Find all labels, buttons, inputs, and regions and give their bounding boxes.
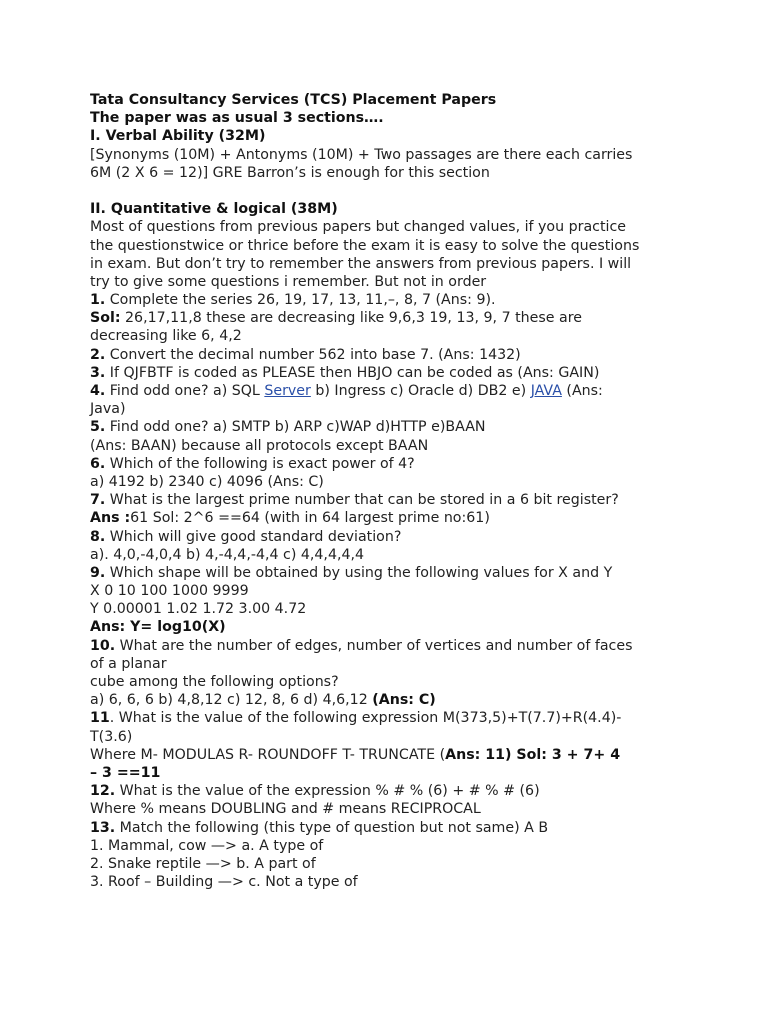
options-text: a) 6, 6, 6 b) 4,8,12 c) 12, 8, 6 d) 4,6,12 (90, 692, 373, 709)
section-text-line: in exam. But don’t try to remember the answers from previous papers. I will (90, 255, 632, 272)
question-number: 9. (90, 564, 106, 581)
question-continuation: of a planar (90, 655, 167, 672)
question-text: Which shape will be obtained by using the following values for X and Y (105, 564, 613, 581)
question-number: 7. (90, 492, 106, 509)
question-continuation: Java) (90, 401, 126, 418)
question-number: 1. (90, 292, 106, 309)
question-12 (90, 782, 690, 800)
question-text: What is the largest prime number that can be stored in a 6 bit register? (105, 492, 619, 509)
question-text: Which will give good standard deviation? (105, 528, 402, 545)
question-text: What are the number of edges, number of vertices and number of faces (115, 637, 633, 654)
section-text-line: Most of questions from previous papers but changed values, if you practice (90, 219, 626, 236)
document-page (90, 91, 690, 891)
match-item: 1. Mammal, cow —> a. A type of (90, 837, 324, 854)
question-2 (90, 346, 690, 364)
question-number: 2. (90, 346, 106, 363)
question-text: Find odd one? a) SQL (105, 383, 265, 399)
question-number: 11 (90, 710, 110, 727)
document-subtitle: The paper was as usual 3 sections…. (90, 110, 384, 127)
question-text: If QJFBTF is coded as PLEASE then HBJO can be coded as (Ans: GAIN) (105, 364, 600, 381)
solution-line (90, 309, 690, 327)
question-continuation: a). 4,0,-4,0,4 b) 4,-4,4,-4,4 c) 4,4,4,4,4 (90, 546, 365, 563)
question-text: (Ans: (561, 383, 603, 399)
question-11 (90, 709, 690, 727)
where-text: Where M- MODULAS R- ROUNDOFF T- TRUNCATE ( (90, 746, 446, 763)
question-text: b) Ingress c) Oracle d) DB2 e) (310, 383, 531, 399)
where-line (90, 746, 690, 764)
question-6 (90, 455, 690, 473)
question-7 (90, 491, 690, 509)
section-text-line: the questionstwice or thrice before the exam it is easy to solve the questions (90, 237, 640, 254)
java-link[interactable]: JAVA (530, 383, 562, 399)
question-text: Match the following (this type of question but not same) A B (115, 819, 549, 836)
question-number: 5. (90, 419, 106, 436)
section-heading-verbal: I. Verbal Ability (32M) (90, 128, 266, 145)
question-continuation: T(3.6) (90, 728, 133, 745)
question-9 (90, 564, 690, 582)
solution-text: 26,17,11,8 these are decreasing like 9,6,3 19, 13, 9, 7 these are (120, 310, 582, 327)
solution-continuation: decreasing like 6, 4,2 (90, 328, 242, 345)
question-8 (90, 528, 690, 546)
question-number: 10. (90, 637, 116, 654)
match-item: 3. Roof – Building —> c. Not a type of (90, 874, 358, 891)
question-number: 12. (90, 783, 116, 800)
question-text: What is the value of the expression % # % (6) + # % # (6) (115, 783, 540, 800)
question-number: 4. (90, 383, 106, 399)
question-text: Which of the following is exact power of 4? (105, 455, 415, 472)
answer-text: (Ans: C) (372, 692, 436, 709)
question-number: 6. (90, 455, 106, 472)
question-text: Complete the series 26, 19, 17, 13, 11,–, 8, 7 (Ans: 9). (105, 292, 496, 309)
answer-text: Ans: 11) Sol: 3 + 7+ 4 (445, 746, 621, 763)
question-continuation: (Ans: BAAN) because all protocols except BAAN (90, 437, 429, 454)
x-values-line: X 0 10 100 1000 9999 (90, 583, 249, 600)
question-number: 3. (90, 364, 106, 381)
section-text-line: 6M (2 X 6 = 12)] GRE Barron’s is enough for this section (90, 164, 490, 181)
section-text-line: [Synonyms (10M) + Antonyms (10M) + Two passages are there each carries (90, 146, 633, 163)
options-line (90, 691, 690, 709)
server-link[interactable]: Server (264, 383, 311, 399)
question-number: 13. (90, 819, 116, 836)
question-1 (90, 291, 690, 309)
solution-label: Sol: (90, 310, 121, 327)
question-3 (90, 364, 690, 382)
question-continuation: cube among the following options? (90, 674, 339, 690)
answer-text: 61 Sol: 2^6 ==64 (with in 64 largest prime no:61) (130, 510, 490, 527)
question-text: Convert the decimal number 562 into base 7. (Ans: 1432) (105, 346, 521, 363)
question-13 (90, 819, 690, 837)
question-continuation: a) 4192 b) 2340 c) 4096 (Ans: C) (90, 473, 324, 490)
section-text-line: try to give some questions i remember. But not in order (90, 273, 487, 290)
section-heading-quant: II. Quantitative & logical (38M) (90, 201, 338, 218)
match-item: 2. Snake reptile —> b. A part of (90, 855, 316, 872)
question-text: . What is the value of the following expression M(373,5)+T(7.7)+R(4.4)- (109, 710, 622, 727)
question-4 (90, 382, 690, 400)
answer-continuation: – 3 ==11 (90, 764, 161, 781)
y-values-line: Y 0.00001 1.02 1.72 3.00 4.72 (90, 601, 307, 618)
answer-label: Ans : (90, 510, 131, 527)
question-continuation: Where % means DOUBLING and # means RECIPROCAL (90, 801, 481, 818)
answer-line (90, 509, 690, 527)
question-text: Find odd one? a) SMTP b) ARP c)WAP d)HTTP e)BAAN (105, 419, 486, 436)
spacer (90, 182, 690, 200)
document-title: Tata Consultancy Services (TCS) Placement Papers (90, 92, 497, 108)
question-10 (90, 637, 690, 655)
question-number: 8. (90, 528, 106, 545)
answer-line: Ans: Y= log10(X) (90, 619, 226, 636)
question-5 (90, 418, 690, 436)
